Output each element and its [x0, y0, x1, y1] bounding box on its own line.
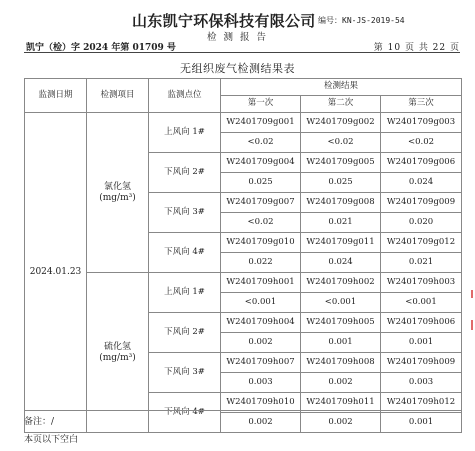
- result-value: 0.021: [301, 213, 381, 233]
- header-item: 检测项目: [87, 79, 149, 113]
- company-name: 山东凯宁环保科技有限公司: [132, 12, 316, 30]
- result-value: 0.002: [301, 413, 381, 433]
- result-value: <0.02: [381, 133, 462, 153]
- monitoring-date: 2024.01.23: [25, 113, 87, 433]
- result-value: 0.001: [381, 413, 462, 433]
- test-item: [87, 273, 149, 433]
- result-value: 0.025: [221, 173, 301, 193]
- monitoring-point: 下风向 3#: [149, 193, 221, 233]
- sample-id: W2401709h007: [221, 353, 301, 373]
- edge-stamp-mark: [471, 290, 473, 298]
- table-title: 无组织废气检测结果表: [180, 62, 295, 75]
- header-rule: [24, 52, 460, 53]
- result-value: <0.02: [221, 213, 301, 233]
- edge-stamp-mark: [471, 320, 473, 330]
- result-value: 0.002: [221, 413, 301, 433]
- remarks-divider: [24, 410, 461, 411]
- result-value: 0.024: [301, 253, 381, 273]
- result-value: <0.001: [221, 293, 301, 313]
- results-table: [24, 78, 462, 433]
- test-item-label: 氯化氢 (mg/m³): [99, 182, 136, 203]
- sample-id: W2401709h010: [221, 393, 301, 413]
- table-row: [25, 113, 462, 133]
- header-round-3: 第三次: [381, 96, 462, 113]
- sample-id: W2401709h006: [381, 313, 462, 333]
- monitoring-point: 下风向 2#: [149, 313, 221, 353]
- table-row: [25, 273, 462, 293]
- document-number: 编号：KN-JS-2019-54: [318, 16, 405, 25]
- sample-id: W2401709g006: [381, 153, 462, 173]
- sample-id: W2401709h005: [301, 313, 381, 333]
- result-value: 0.001: [301, 333, 381, 353]
- sample-id: W2401709g009: [381, 193, 462, 213]
- header-point: 监测点位: [149, 79, 221, 113]
- sample-id: W2401709g010: [221, 233, 301, 253]
- monitoring-point: 下风向 2#: [149, 153, 221, 193]
- monitoring-point: 下风向 3#: [149, 353, 221, 393]
- sample-id: W2401709g001: [221, 113, 301, 133]
- header-date: 监测日期: [25, 79, 87, 113]
- test-item: [87, 113, 149, 273]
- sample-id: W2401709g002: [301, 113, 381, 133]
- monitoring-point: 下风向 4#: [149, 233, 221, 273]
- monitoring-point: 上风向 1#: [149, 273, 221, 313]
- result-value: 0.001: [381, 333, 462, 353]
- report-number: 凯宁（检）字 2024 年第 01709 号: [26, 43, 176, 53]
- result-value: 0.003: [221, 373, 301, 393]
- result-value: 0.002: [301, 373, 381, 393]
- result-value: 0.024: [381, 173, 462, 193]
- result-value: <0.001: [381, 293, 462, 313]
- sample-id: W2401709h002: [301, 273, 381, 293]
- sample-id: W2401709h001: [221, 273, 301, 293]
- sample-id: W2401709h012: [381, 393, 462, 413]
- result-value: <0.02: [301, 133, 381, 153]
- test-item-label: 硫化氢 (mg/m³): [99, 342, 136, 363]
- results-table-body: [25, 79, 462, 433]
- page-indicator: 第 10 页 共 22 页: [373, 43, 460, 53]
- header-round-2: 第二次: [301, 96, 381, 113]
- result-value: <0.02: [221, 133, 301, 153]
- sample-id: W2401709g007: [221, 193, 301, 213]
- remarks: 备注：/: [24, 417, 55, 427]
- header-row: [25, 79, 462, 96]
- result-value: 0.002: [221, 333, 301, 353]
- result-value: 0.022: [221, 253, 301, 273]
- result-value: <0.001: [301, 293, 381, 313]
- monitoring-point: 上风向 1#: [149, 113, 221, 153]
- sample-id: W2401709h008: [301, 353, 381, 373]
- result-value: 0.021: [381, 253, 462, 273]
- report-subtitle: 检 测 报 告: [206, 32, 269, 43]
- monitoring-point: 下风向 4#: [149, 393, 221, 433]
- result-value: 0.025: [301, 173, 381, 193]
- sample-id: W2401709g012: [381, 233, 462, 253]
- sample-id: W2401709g003: [381, 113, 462, 133]
- sample-id: W2401709h011: [301, 393, 381, 413]
- header-round-1: 第一次: [221, 96, 301, 113]
- sample-id: W2401709h003: [381, 273, 462, 293]
- result-value: 0.003: [381, 373, 462, 393]
- header-results: 检测结果: [221, 79, 462, 96]
- sample-id: W2401709h004: [221, 313, 301, 333]
- sample-id: W2401709g011: [301, 233, 381, 253]
- sample-id: W2401709g008: [301, 193, 381, 213]
- sample-id: W2401709g005: [301, 153, 381, 173]
- sample-id: W2401709g004: [221, 153, 301, 173]
- sample-id: W2401709h009: [381, 353, 462, 373]
- end-note: 本页以下空白: [24, 435, 79, 445]
- result-value: 0.020: [381, 213, 462, 233]
